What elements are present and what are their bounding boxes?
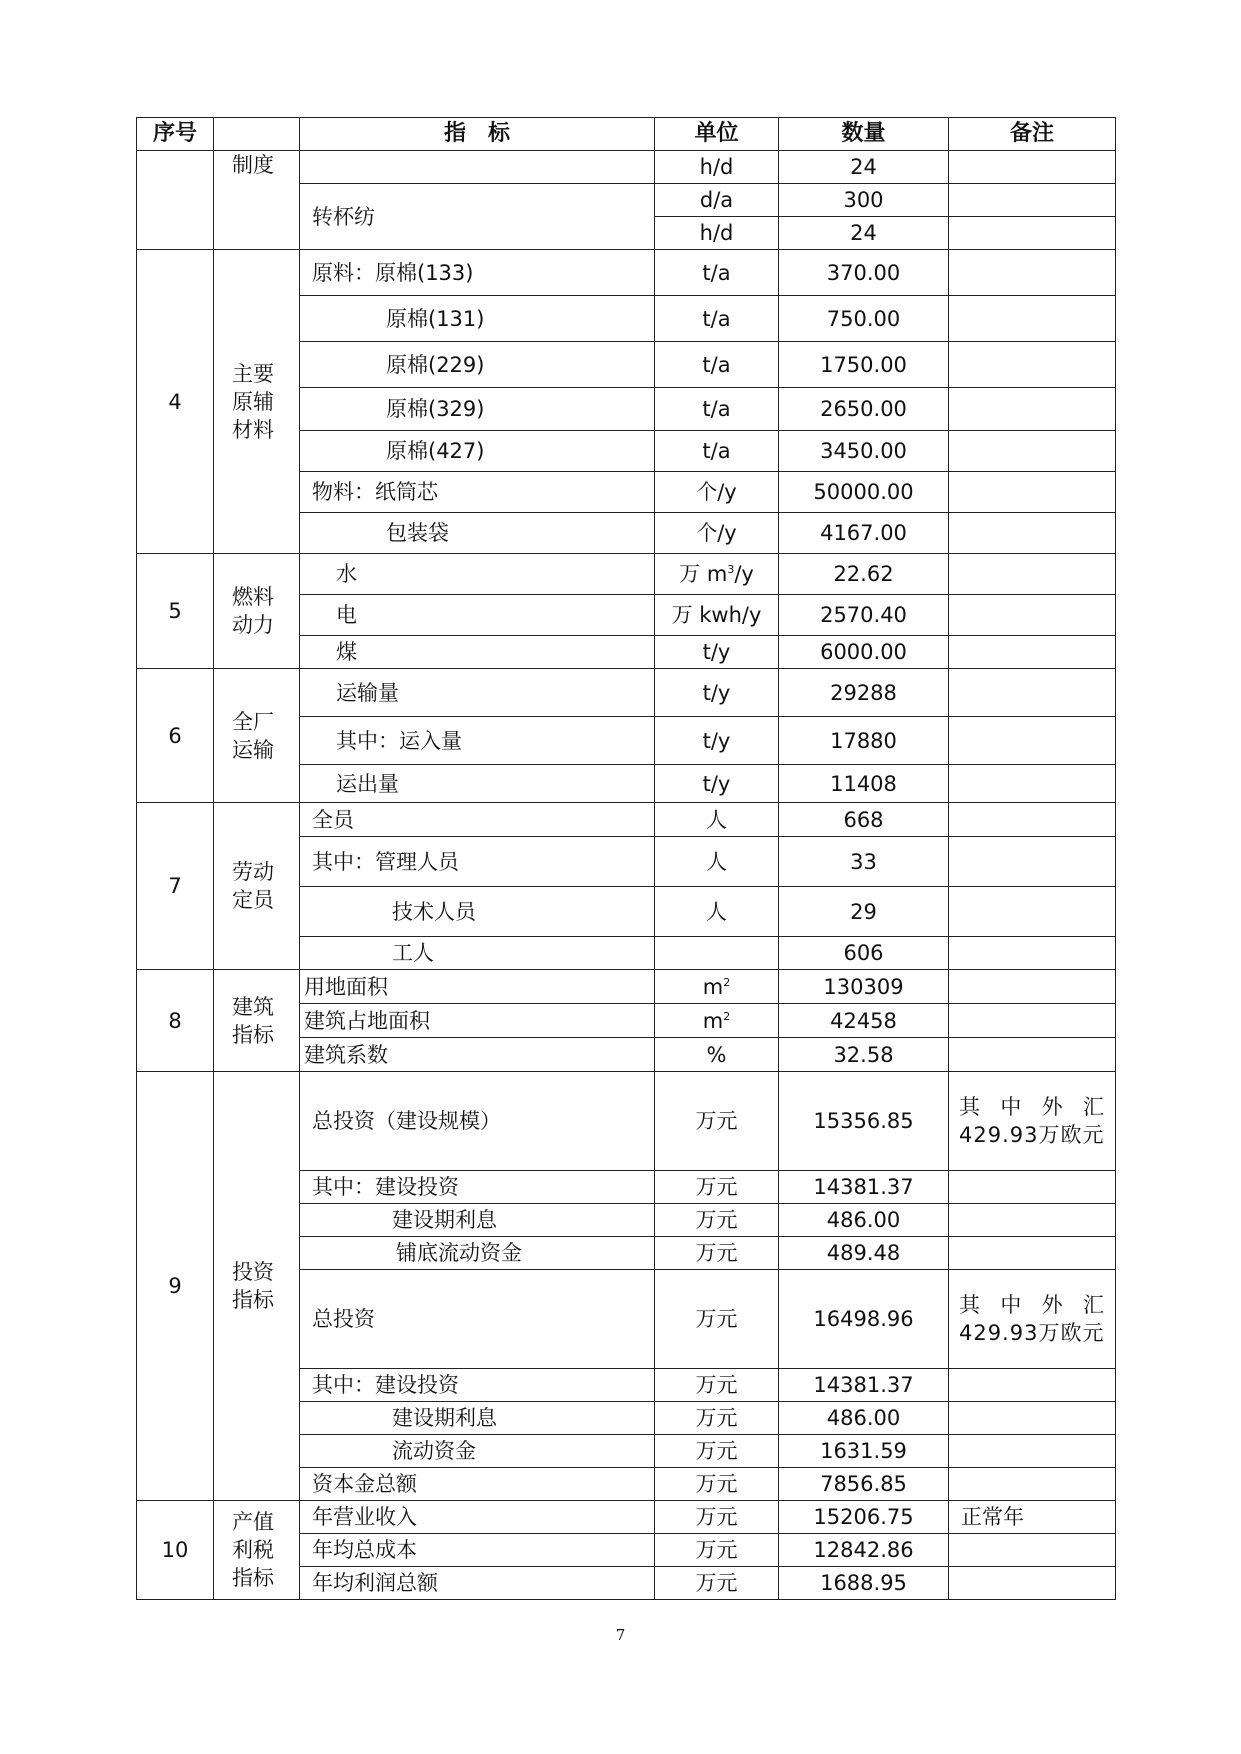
unit-cell: h/d [655, 217, 779, 250]
unit-text: 万 m [679, 562, 728, 586]
category-cell [214, 669, 300, 803]
unit-cell: 个/y [655, 472, 779, 513]
indicator-cell: 流动资金 [300, 1435, 655, 1468]
category-line: 指标 [232, 1022, 274, 1047]
indicator-cell: 其中：管理人员 [300, 837, 655, 887]
category-line: 利税 [232, 1538, 274, 1562]
category-line: 指标 [232, 1288, 274, 1312]
quantity-cell: 750.00 [779, 296, 949, 342]
table-row [137, 1072, 1116, 1171]
category-line: 原辅 [232, 389, 274, 414]
seq-cell: 4 [137, 250, 214, 554]
quantity-cell: 24 [779, 151, 949, 184]
quantity-cell: 22.62 [779, 554, 949, 595]
unit-cell: % [655, 1038, 779, 1072]
indicator-cell: 原料：原棉(133) [300, 250, 655, 296]
note-cell [949, 388, 1116, 431]
note-cell [949, 717, 1116, 765]
quantity-cell: 15206.75 [779, 1501, 949, 1534]
category-line: 全厂 [232, 709, 274, 734]
note-cell: 正常年 [949, 1501, 1116, 1534]
indicator-cell: 年营业收入 [300, 1501, 655, 1534]
note-cell [949, 431, 1116, 472]
unit-cell: 万元 [655, 1567, 779, 1600]
note-cell [949, 1237, 1116, 1270]
indicator-cell: 其中：建设投资 [300, 1171, 655, 1204]
note-cell [949, 184, 1116, 217]
indicator-cell: 铺底流动资金 [300, 1237, 655, 1270]
quantity-cell: 29288 [779, 669, 949, 717]
category-line: 主要 [232, 361, 274, 386]
indicator-cell: 运输量 [300, 669, 655, 717]
seq-cell: 6 [137, 669, 214, 803]
unit-cell: 万元 [655, 1435, 779, 1468]
quantity-cell: 1750.00 [779, 342, 949, 388]
quantity-cell: 6000.00 [779, 636, 949, 669]
unit-cell: t/y [655, 717, 779, 765]
category-cell [214, 250, 300, 554]
category-line: 建筑 [232, 994, 274, 1019]
quantity-cell: 2570.40 [779, 595, 949, 636]
indicator-cell: 建设期利息 [300, 1402, 655, 1435]
indicator-cell: 转杯纺 [300, 184, 655, 250]
category-line: 运输 [232, 737, 274, 762]
quantity-cell: 4167.00 [779, 513, 949, 554]
category-line: 材料 [232, 417, 274, 442]
header-note: 备注 [949, 118, 1116, 151]
quantity-cell: 300 [779, 184, 949, 217]
indicator-cell: 煤 [300, 636, 655, 669]
quantity-cell: 1688.95 [779, 1567, 949, 1600]
note-cell [949, 554, 1116, 595]
quantity-cell: 33 [779, 837, 949, 887]
unit-cell: t/a [655, 431, 779, 472]
category-cell [214, 1072, 300, 1501]
note-cell [949, 803, 1116, 837]
quantity-cell: 29 [779, 887, 949, 937]
indicator-cell: 全员 [300, 803, 655, 837]
page-number: 7 [615, 1626, 626, 1644]
quantity-cell: 3450.00 [779, 431, 949, 472]
note-cell [949, 595, 1116, 636]
note-cell [949, 472, 1116, 513]
note-cell [949, 151, 1116, 184]
indicator-cell: 原棉(131) [300, 296, 655, 342]
category-line: 燃料 [232, 585, 274, 609]
unit-cell: 万元 [655, 1171, 779, 1204]
unit-text: m [702, 1008, 724, 1033]
category-cell: 制度 [214, 151, 300, 250]
note-cell: 其中外汇429.93万欧元 [949, 1270, 1116, 1369]
unit-text: /y [734, 562, 754, 586]
quantity-cell: 489.48 [779, 1237, 949, 1270]
unit-cell: 万元 [655, 1369, 779, 1402]
note-cell [949, 513, 1116, 554]
quantity-cell: 130309 [779, 970, 949, 1004]
seq-cell: 9 [137, 1072, 214, 1501]
note-cell [949, 887, 1116, 937]
category-line: 劳动 [232, 860, 274, 884]
quantity-cell: 17880 [779, 717, 949, 765]
indicator-cell: 其中：建设投资 [300, 1369, 655, 1402]
quantity-cell: 16498.96 [779, 1270, 949, 1369]
category-cell [214, 970, 300, 1072]
seq-cell: 5 [137, 554, 214, 669]
note-cell [949, 342, 1116, 388]
note-cell [949, 1468, 1116, 1501]
note-cell [949, 1567, 1116, 1600]
quantity-cell: 370.00 [779, 250, 949, 296]
quantity-cell: 42458 [779, 1004, 949, 1038]
category-line: 动力 [232, 613, 274, 637]
table-row [137, 250, 1116, 296]
category-cell [214, 1501, 300, 1600]
indicator-cell: 年均利润总额 [300, 1567, 655, 1600]
note-cell [949, 1171, 1116, 1204]
indicator-cell: 电 [300, 595, 655, 636]
unit-cell: 万元 [655, 1072, 779, 1171]
seq-cell [137, 151, 214, 250]
note-cell: 其中外汇429.93万欧元 [949, 1072, 1116, 1171]
unit-cell [655, 554, 779, 595]
indicator-cell: 水 [300, 554, 655, 595]
quantity-cell: 15356.85 [779, 1072, 949, 1171]
header-quantity: 数量 [779, 118, 949, 151]
quantity-cell: 1631.59 [779, 1435, 949, 1468]
indicator-cell [300, 151, 655, 184]
seq-cell: 10 [137, 1501, 214, 1600]
unit-cell: 个/y [655, 513, 779, 554]
quantity-cell: 50000.00 [779, 472, 949, 513]
quantity-cell: 668 [779, 803, 949, 837]
note-cell [949, 296, 1116, 342]
note-cell [949, 1402, 1116, 1435]
unit-text: m [702, 974, 724, 999]
note-cell [949, 1369, 1116, 1402]
indicator-cell: 工人 [300, 937, 655, 970]
header-unit: 单位 [655, 118, 779, 151]
table-row [137, 669, 1116, 717]
quantity-cell: 2650.00 [779, 388, 949, 431]
indicator-cell: 建设期利息 [300, 1204, 655, 1237]
quantity-cell: 14381.37 [779, 1369, 949, 1402]
category-cell [214, 554, 300, 669]
unit-cell: t/a [655, 342, 779, 388]
quantity-cell: 606 [779, 937, 949, 970]
indicator-cell: 建筑占地面积 [300, 1004, 655, 1038]
seq-cell: 7 [137, 803, 214, 970]
unit-cell: 万 kwh/y [655, 595, 779, 636]
indicator-cell: 建筑系数 [300, 1038, 655, 1072]
indicator-cell: 总投资（建设规模） [300, 1072, 655, 1171]
table-header-row [137, 118, 1116, 151]
note-cell [949, 837, 1116, 887]
unit-cell: 人 [655, 887, 779, 937]
unit-cell: t/y [655, 669, 779, 717]
table-row [137, 151, 1116, 184]
quantity-cell: 32.58 [779, 1038, 949, 1072]
category-line: 投资 [232, 1260, 274, 1284]
unit-superscript: 2 [723, 975, 731, 989]
note-cell [949, 636, 1116, 669]
unit-cell: t/y [655, 765, 779, 803]
note-cell [949, 1004, 1116, 1038]
quantity-cell: 14381.37 [779, 1171, 949, 1204]
indicator-cell: 包装袋 [300, 513, 655, 554]
header-indicator: 指 标 [300, 118, 655, 151]
indicator-cell: 原棉(329) [300, 388, 655, 431]
indicator-cell: 年均总成本 [300, 1534, 655, 1567]
unit-superscript: 2 [723, 1009, 731, 1023]
note-cell [949, 1435, 1116, 1468]
unit-cell: 万元 [655, 1204, 779, 1237]
indicator-cell: 原棉(427) [300, 431, 655, 472]
unit-cell: 人 [655, 837, 779, 887]
indicator-cell: 技术人员 [300, 887, 655, 937]
unit-cell: t/a [655, 296, 779, 342]
note-cell [949, 1204, 1116, 1237]
note-cell [949, 669, 1116, 717]
table-row [137, 554, 1116, 595]
unit-cell: 万元 [655, 1237, 779, 1270]
indicator-cell: 物料：纸筒芯 [300, 472, 655, 513]
unit-cell: 万元 [655, 1501, 779, 1534]
unit-cell: 万元 [655, 1402, 779, 1435]
quantity-cell: 11408 [779, 765, 949, 803]
unit-cell: 人 [655, 803, 779, 837]
category-line: 产值 [232, 1510, 274, 1534]
indicator-table [136, 117, 1116, 1600]
quantity-cell: 486.00 [779, 1402, 949, 1435]
note-cell [949, 937, 1116, 970]
table-row [137, 1501, 1116, 1534]
indicator-cell: 资本金总额 [300, 1468, 655, 1501]
indicator-cell: 总投资 [300, 1270, 655, 1369]
unit-cell: t/a [655, 388, 779, 431]
indicator-cell: 原棉(229) [300, 342, 655, 388]
category-line: 指标 [232, 1566, 274, 1590]
table-row [137, 970, 1116, 1004]
unit-cell [655, 970, 779, 1004]
table-row [137, 803, 1116, 837]
unit-cell: 万元 [655, 1468, 779, 1501]
unit-cell: t/y [655, 636, 779, 669]
quantity-cell: 12842.86 [779, 1534, 949, 1567]
quantity-cell: 486.00 [779, 1204, 949, 1237]
unit-cell: 万元 [655, 1270, 779, 1369]
indicator-cell: 用地面积 [300, 970, 655, 1004]
category-cell [214, 803, 300, 970]
category-line: 定员 [232, 888, 274, 912]
header-blank [214, 118, 300, 151]
unit-cell: 万元 [655, 1534, 779, 1567]
note-cell [949, 765, 1116, 803]
indicator-cell: 运出量 [300, 765, 655, 803]
unit-superscript: 3 [727, 563, 735, 576]
quantity-cell: 7856.85 [779, 1468, 949, 1501]
indicator-cell: 其中：运入量 [300, 717, 655, 765]
note-cell [949, 250, 1116, 296]
note-cell [949, 1534, 1116, 1567]
header-seq: 序号 [137, 118, 214, 151]
seq-cell: 8 [137, 970, 214, 1072]
note-cell [949, 970, 1116, 1004]
unit-cell [655, 1004, 779, 1038]
unit-cell: h/d [655, 151, 779, 184]
unit-cell: t/a [655, 250, 779, 296]
quantity-cell: 24 [779, 217, 949, 250]
unit-cell: d/a [655, 184, 779, 217]
unit-cell [655, 937, 779, 970]
note-cell [949, 217, 1116, 250]
note-cell [949, 1038, 1116, 1072]
